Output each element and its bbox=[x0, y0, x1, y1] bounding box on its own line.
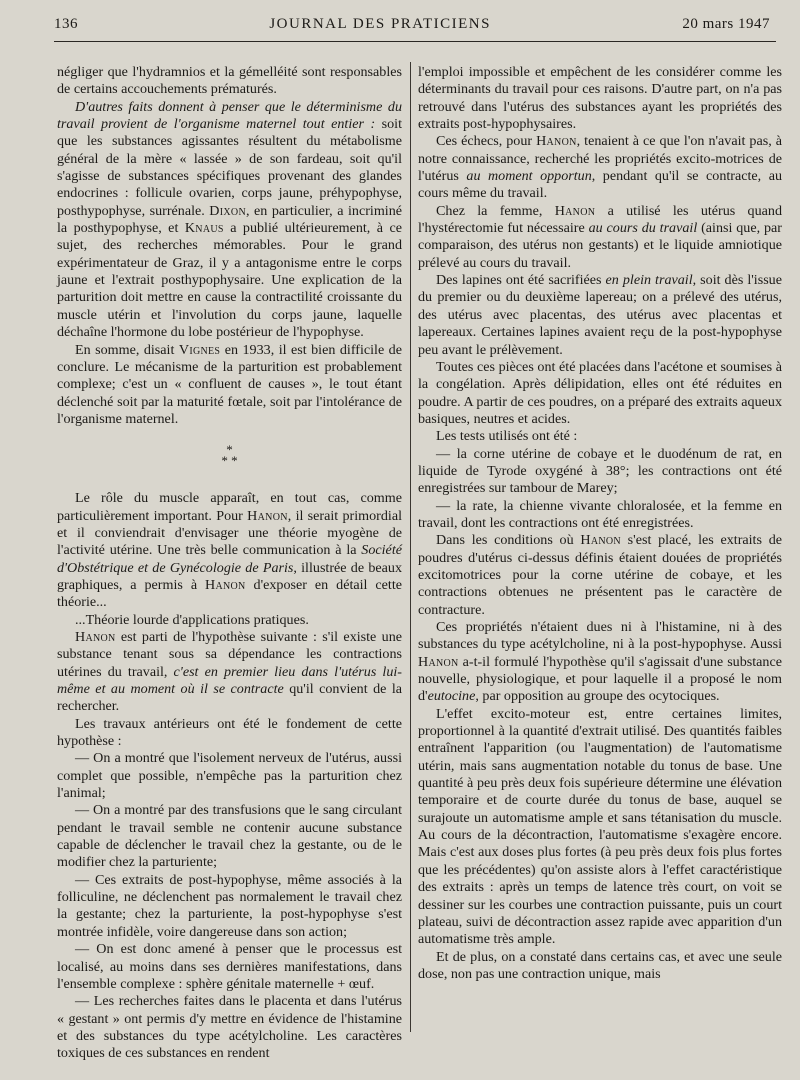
list-item: — On a montré que l'isolement nerveux de l'utérus, aussi complet que possible, n'empêche pas la parturition chez l'animal; bbox=[57, 750, 402, 802]
header-rule bbox=[54, 41, 776, 42]
paragraph: Les travaux antérieurs ont été le fondement de cette hypothèse : bbox=[57, 715, 402, 750]
emphasis: Société d'Obstétrique et de Gynécologie de Paris bbox=[57, 542, 402, 576]
list-item: — Les recherches faites dans le placenta et dans l'utérus « gestant » ont permis d'y mettre en évidence de l'histamine et des substances du type acétylcholine. Les caractères toxiques de ces substances en rendent bbox=[57, 993, 402, 1062]
author-name: Dixon bbox=[209, 202, 246, 219]
author-name: Hanon bbox=[554, 202, 596, 219]
page-number: 136 bbox=[54, 16, 78, 32]
emphasis: c'est en premier lieu dans l'utérus lui-même et au moment où il se contracte bbox=[57, 663, 402, 697]
paragraph: Le rôle du muscle apparaît, en tout cas, comme particulièrement important. Pour Hanon, il serait primordial et il conviendrait d'envisager une théorie myogène de l'activité utérine. Une très belle communication à la Société d'Obstétrique et de Gynécologie de Paris, illustrée de beaux graphiques, a permis à Hanon d'exposer en détail cette théorie... bbox=[57, 490, 402, 611]
right-column bbox=[418, 64, 782, 983]
paragraph: Des lapines ont été sacrifiées en plein travail, soit dès l'issue du premier ou du deuxième lapereau; on a prélevé des utérus, des utérus avec placentas, des utérus avec placentas et lapereaux. Certaines lapines avaient reçu de la post-hypophyse peu avant le prélèvement. bbox=[418, 272, 782, 358]
paragraph: ...Théorie lourde d'applications pratiques. bbox=[75, 611, 309, 628]
list-item: — la corne utérine de cobaye et le duodénum de rat, en liquide de Tyrode oxygéné à 38°; les contractions ont été enregistrées sur tambour de Marey; bbox=[418, 445, 782, 497]
emphasis: eutocine bbox=[427, 688, 476, 705]
paragraph: l'emploi impossible et empêchent de les considérer comme les déterminants du travail pour ces raisons. D'autre part, on n'a pas retrouvé dans l'utérus des substances ayant les propriétés des extraits post-hypophysaires. bbox=[418, 64, 782, 133]
paragraph: Chez la femme, Hanon a utilisé les utérus quand l'hystérectomie fut nécessaire au cours du travail (ainsi que, par comparaison, des utérus non gestants) et le liquide amniotique prélevé au cours du travail. bbox=[418, 202, 782, 271]
paragraph: négliger que l'hydramnios et la gémelléité sont responsables de certains accouchements prématurés. bbox=[57, 64, 402, 98]
column-divider bbox=[410, 62, 411, 1032]
author-name: Hanon bbox=[205, 576, 246, 593]
paragraph: L'effet excito-moteur est, entre certaines limites, proportionnel à la quantité d'extrait utilisé. Des quantités faibles entraînent l'apparition (ou l'augmentation) de l'automatisme utérin, mais sans augmentation notable du tonus de base. Une quantité à peu près deux fois supérieure détermine une élévation temporaire et de courte durée du tonus de base, auquel se surajoute un automatisme ample et sans tétanisation du muscle. Au cours de la décontraction, l'automatisme s'exagère encore. Mais c'est aux doses plus fortes (à peu près deux fois plus fortes que les précédentes) qu'on assiste alors à l'effet caractéristique des extraits : après un temps de latence très court, on voit se dessiner sur les courbes une contraction puissante, puis un court plateau, suivi de décontraction assez rapide avec apparition d'un automatisme très ample. bbox=[418, 705, 782, 948]
paragraph: Toutes ces pièces ont été placées dans l'acétone et soumises à la congélation. Après délipidation, elles ont été réduites en poudre. A partir de ces poudres, on a préparé des extraits aqueux basiques, neutres et acides. bbox=[418, 358, 782, 427]
left-column bbox=[57, 64, 402, 1063]
paragraph: Dans les conditions où Hanon s'est placé, les extraits de poudres d'utérus ci-dessus définis étaient douées de propriétés excitomotrices pour la corne utérine de cobaye, et les contractions obtenues ne présentent pas le caractère de contracture. bbox=[418, 532, 782, 618]
emphasis: en plein travail bbox=[605, 272, 693, 289]
running-header bbox=[54, 16, 770, 40]
emphasis: au cours du travail bbox=[588, 220, 698, 237]
paragraph: Hanon est parti de l'hypothèse suivante : s'il existe une substance tenant sous sa dépendance les contractions utérines du travail, c'est en premier lieu dans l'utérus lui-même et au moment où il se contracte qu'il convient de la rechercher. bbox=[57, 628, 402, 715]
paragraph: Et de plus, on a constaté dans certains cas, et avec une seule dose, non pas une contraction unique, mais bbox=[418, 948, 782, 982]
author-name: Hanon bbox=[418, 653, 459, 670]
paragraph: Ces propriétés n'étaient dues ni à l'histamine, ni à des substances du type acétylcholine, ni à la post-hypophyse. Aussi Hanon a-t-il formulé l'hypothèse qu'il s'agissait d'une substance nouvelle, physiologique, et pour laquelle il a proposé le nom d'eutocine, par opposition au groupe des ocytociques. bbox=[418, 619, 782, 705]
author-name: Knaus bbox=[184, 220, 224, 237]
paragraph: Les tests utilisés ont été : bbox=[436, 428, 578, 445]
emphasis: D'autres faits donnent à penser que le déterminisme du travail provient de l'organisme maternel tout entier : bbox=[57, 98, 402, 133]
paragraph: Ces échecs, pour Hanon, tenaient à ce que l'on n'avait pas, à notre connaissance, recherché les propriétés excito-motrices de l'utérus au moment opportun, pendant qu'il se contracte, au cours même du travail. bbox=[418, 133, 782, 202]
author-name: Hanon bbox=[75, 628, 116, 645]
journal-title: JOURNAL DES PRATICIENS bbox=[269, 16, 491, 32]
section-separator: * * * bbox=[221, 442, 238, 469]
issue-date: 20 mars 1947 bbox=[682, 16, 770, 32]
list-item: — la rate, la chienne vivante chloralosée, et la femme en travail, dont les contractions ont été enregistrées. bbox=[418, 497, 782, 531]
list-item: — On est donc amené à penser que le processus est localisé, au moins dans ses dernières manifestations, dans l'ensemble complexe : sphère génitale maternelle + œuf. bbox=[57, 941, 402, 992]
author-name: Hanon bbox=[536, 133, 577, 150]
author-name: Hanon bbox=[580, 532, 621, 549]
author-name: Vignes bbox=[178, 341, 221, 358]
paragraph: D'autres faits donnent à penser que le déterminisme du travail provient de l'organisme maternel tout entier : soit que les substances agissantes résultent du métabolisme général de la mère « lassée » de son fardeau, soit qu'il s'agisse de substances spécifiques provenant des glandes endocrines : follicule ovarien, corps jaune, préhypophyse, posthypophyse, surrénale. Dixon, en particulier, a incriminé la posthypophyse, et Knaus a publié ultérieurement, à ce sujet, des recherches mémorables. Pour le grand expérimentateur de Graz, il y a antagonisme entre le corps jaune et l'extrait posthypophysaire. Une explication de la parturition doit mettre en cause la contractilité croissante du muscle utérin et l'involution du corps jaune, laquelle déchaîne l'hormone du lobe postérieur de l'hypophyse. bbox=[57, 98, 402, 341]
author-name: Hanon bbox=[247, 507, 288, 524]
paragraph: En somme, disait Vignes en 1933, il est bien difficile de conclure. Le mécanisme de la parturition est probablement complexe; c'est un « confluent de causes », le tout étant déclenché soit par la maturité fœtale, soit par l'intolérance de l'organisme maternel. bbox=[57, 341, 402, 427]
list-item: — Ces extraits de post-hypophyse, même associés à la folliculine, ne déclenchent pas normalement le travail chez la gestante; chez la parturiente, la post-hypophyse s'est montrée infidèle, voire dangereuse dans son action; bbox=[57, 871, 402, 940]
emphasis: au moment opportun bbox=[466, 168, 592, 185]
list-item: — On a montré par des transfusions que le sang circulant pendant le travail semble ne contenir aucune substance capable de déclencher le travail chez la gestante, ou de le modifier chez la parturiente; bbox=[57, 802, 402, 871]
